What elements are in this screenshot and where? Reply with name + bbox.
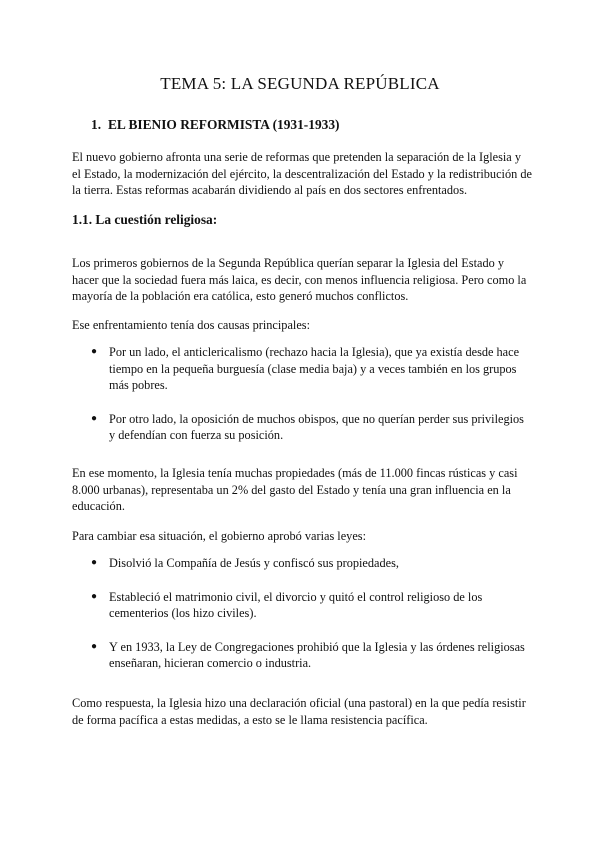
section-heading-text: EL BIENIO REFORMISTA (1931-1933): [108, 117, 340, 132]
paragraph-response: Como respuesta, la Iglesia hizo una declaración oficial (una pastoral) en la que pedía resistir de forma pacífica a estas medidas, a esto se le llama resistencia pacífica.: [72, 696, 526, 727]
section-number: 1.: [91, 117, 102, 132]
bullet-icon: ●: [91, 412, 98, 424]
list-item-text: Por un lado, el anticlericalismo (rechazo hacia la Iglesia), que ya existía desde hace tiempo en la pequeña burguesía (clase media baja) y a veces también en los grupos más pobres.: [109, 345, 520, 393]
causes-list: [72, 344, 532, 444]
laws-list: [72, 555, 532, 672]
list-item-text: Y en 1933, la Ley de Congregaciones prohibió que la Iglesia y las órdenes religiosas enseñaran, hicieran comercio o industria.: [109, 639, 525, 671]
bullet-icon: ●: [91, 640, 98, 652]
bullet-icon: ●: [91, 590, 98, 602]
list-item-text: Disolvió la Compañía de Jesús y confiscó sus propiedades,: [109, 556, 399, 570]
list-item-text: Estableció el matrimonio civil, el divorcio y quitó el control religioso de los cementerios (los hizo civiles).: [109, 589, 483, 621]
bullet-icon: ●: [91, 557, 98, 568]
subsection-heading: 1.1. La cuestión religiosa:: [72, 212, 218, 227]
paragraph-separation: Los primeros gobiernos de la Segunda República querían separar la Iglesia del Estado y hacer que la sociedad fuera más laica, es decir, con menos influencia religiosa. Pero como la mayoría de la población era católica, esto generó muchos conflictos.: [72, 256, 527, 304]
list-item: [72, 639, 532, 672]
list-item: [72, 555, 532, 572]
intro-paragraph: El nuevo gobierno afronta una serie de reformas que pretenden la separación de la Iglesia y el Estado, la modernización del ejército, la descentralización del Estado y la redistribución de la tierra. Estas reformas acabarán dividiendo al país en dos sectores enfrentados.: [72, 150, 532, 198]
paragraph-laws-intro: Para cambiar esa situación, el gobierno aprobó varias leyes:: [72, 529, 366, 543]
list-item: [72, 344, 532, 394]
page-title: TEMA 5: LA SEGUNDA REPÚBLICA: [160, 74, 440, 93]
paragraph-properties: En ese momento, la Iglesia tenía muchas propiedades (más de 11.000 fincas rústicas y casi 8.000 urbanas), representaba un 2% del gasto del Estado y tenía una gran influencia en la educación.: [72, 466, 518, 514]
paragraph-causes-intro: Ese enfrentamiento tenía dos causas principales:: [72, 318, 310, 332]
list-item: [72, 411, 532, 444]
section-heading: [91, 117, 340, 133]
list-item-text: Por otro lado, la oposición de muchos obispos, que no querían perder sus privilegios y defendían con fuerza su posición.: [109, 411, 524, 443]
bullet-icon: ●: [91, 346, 98, 357]
list-item: [72, 589, 532, 622]
